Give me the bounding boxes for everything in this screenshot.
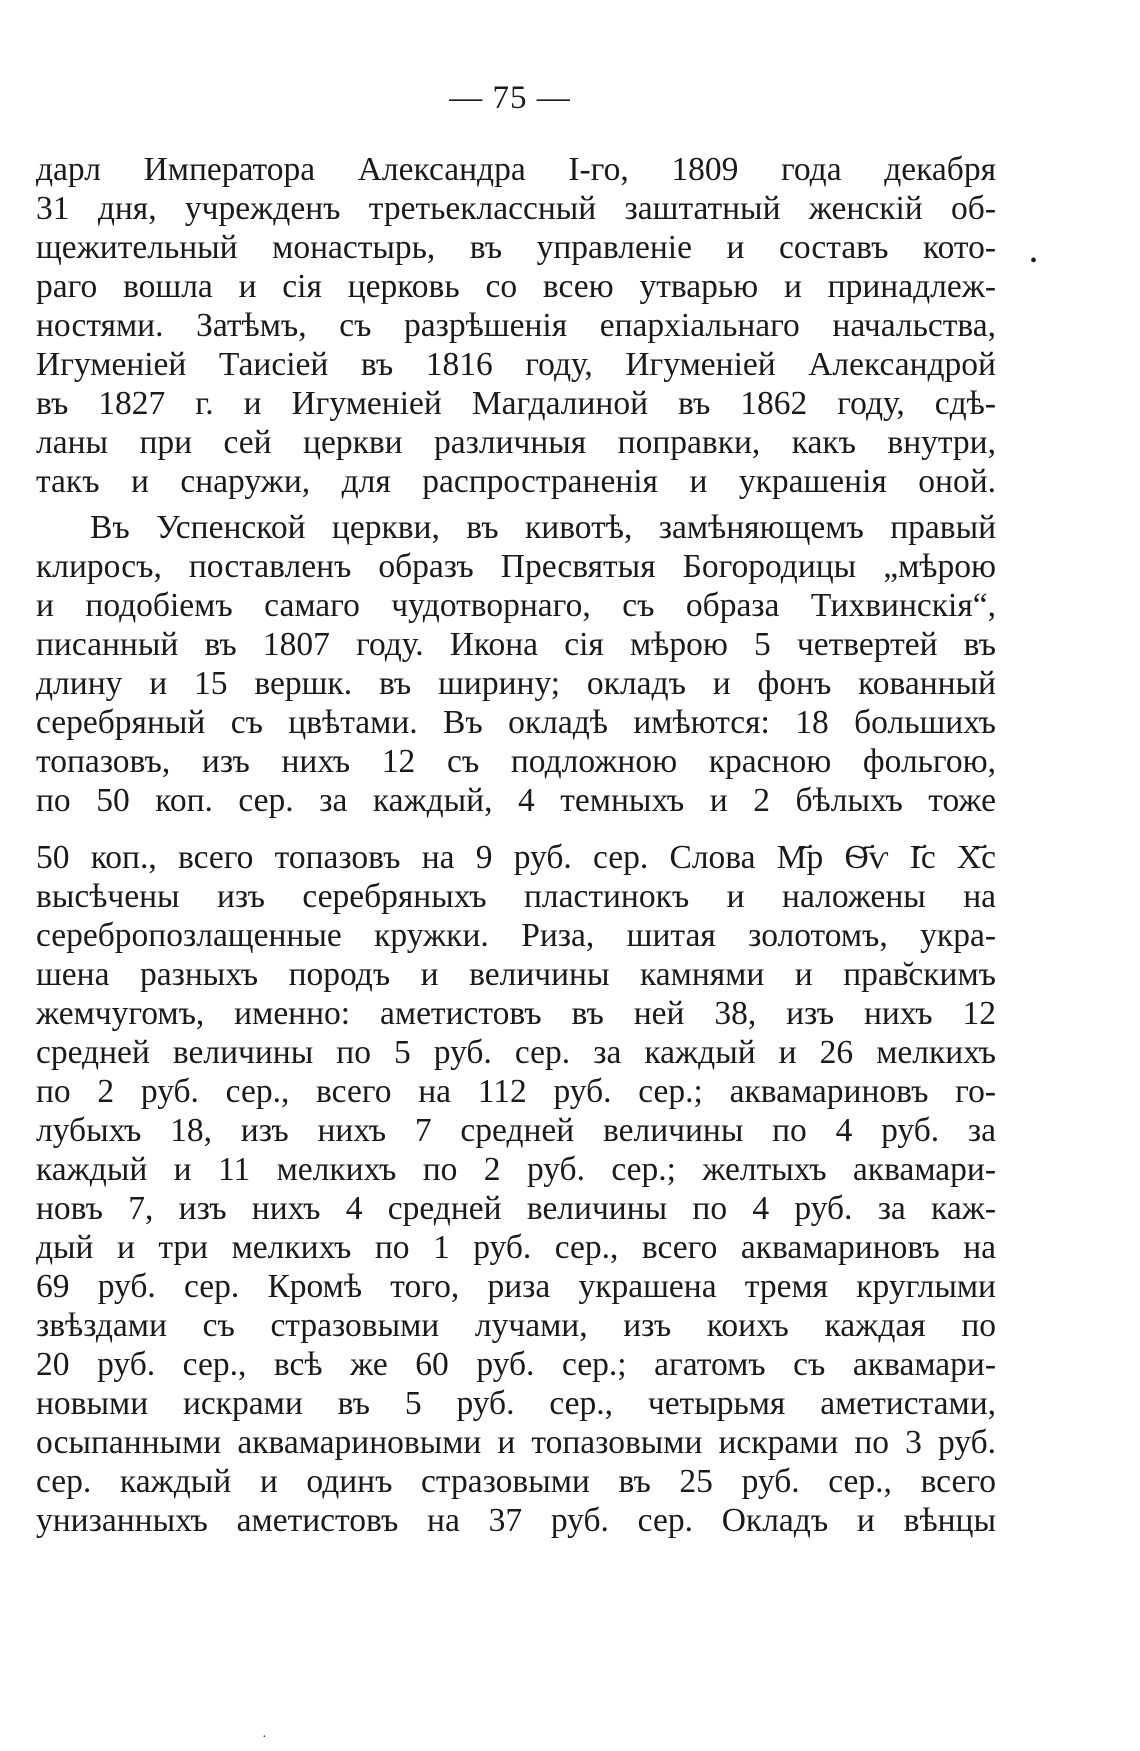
text-line: ностями. Затѣмъ, съ разрѣшенія епархіальнаго начальства,: [36, 307, 996, 344]
text-line: дарл Императора Александра I-го, 1809 года декабря: [36, 151, 996, 188]
text-line: серебряный съ цвѣтами. Въ окладѣ имѣются: 18 большихъ: [36, 704, 996, 741]
text-line: серебропозлащенные кружки. Риза, шитая золотомъ, укра-: [36, 917, 996, 954]
text-line: средней величины по 5 руб. сер. за каждый и 26 мелкихъ: [36, 1034, 996, 1071]
text-line: и подобіемъ самаго чудотворнаго, съ образа Тихвинскія“,: [36, 587, 996, 624]
text-line: лубыхъ 18, изъ нихъ 7 средней величины по 4 руб. за: [36, 1112, 996, 1149]
text-line: каждый и 11 мелкихъ по 2 руб. сер.; желтыхъ аквамари-: [36, 1151, 996, 1188]
text-line: клиросъ, поставленъ образъ Пресвятыя Богородицы „мѣрою: [36, 548, 996, 585]
text-line: 31 дня, учрежденъ третьеклассный заштатный женскій об-: [36, 190, 996, 227]
text-line: шена разныхъ породъ и величины камнями и прав̆скимъ: [36, 956, 996, 993]
text-line: ланы при сей церкви различныя поправки, какъ внутри,: [36, 424, 996, 461]
text-line: звѣздами съ стразовыми лучами, изъ коихъ каждая по: [36, 1307, 996, 1344]
text-line: писанный въ 1807 году. Икона сія мѣрою 5 четвертей въ: [36, 626, 996, 663]
page-number: — 75 —: [449, 80, 571, 116]
text-line: осыпанными аквамариновыми и топазовыми искрами по 3 руб.: [36, 1424, 996, 1461]
text-line: по 50 коп. сер. за каждый, 4 темныхъ и 2 бѣлыхъ тоже: [36, 782, 996, 819]
text-line: дый и три мелкихъ по 1 руб. сер., всего аквамариновъ на: [36, 1229, 996, 1266]
text-line: Въ Успенской церкви, въ кивотѣ, замѣняющемъ правый: [90, 509, 996, 546]
text-line: раго вошла и сія церковь со всею утварью и принадлеж-: [36, 268, 996, 305]
text-line: такъ и снаружи, для распространенія и украшенія оной.: [36, 463, 996, 500]
text-line: щежительный монастырь, въ управленіе и составъ кото-: [36, 229, 996, 266]
margin-dot: •: [1030, 250, 1038, 272]
text-line: новыми искрами въ 5 руб. сер., четырьмя аметистами,: [36, 1385, 996, 1422]
text-line: топазовъ, изъ нихъ 12 съ подложною красною фольгою,: [36, 743, 996, 780]
text-line: въ 1827 г. и Игуменіей Магдалиной въ 1862 году, сдѣ-: [36, 385, 996, 422]
text-line: Игуменіей Таисіей въ 1816 году, Игуменіей Александрой: [36, 346, 996, 383]
bottom-dot: ·: [262, 1730, 267, 1745]
text-line: 50 коп., всего топазовъ на 9 руб. сер. Слова М҃р Ѳ҃ѵ І҃с Х҃с: [36, 839, 996, 876]
text-line: новъ 7, изъ нихъ 4 средней величины по 4 руб. за каж-: [36, 1190, 996, 1227]
text-line: 20 руб. сер., всѣ же 60 руб. сер.; агатомъ съ аквамари-: [36, 1346, 996, 1383]
text-line: длину и 15 вершк. въ ширину; окладъ и фонъ кованный: [36, 665, 996, 702]
text-line: унизанныхъ аметистовъ на 37 руб. сер. Окладъ и вѣнцы: [36, 1502, 996, 1539]
text-line: сер. каждый и одинъ стразовыми въ 25 руб. сер., всего: [36, 1463, 996, 1500]
text-line: высѣчены изъ серебряныхъ пластинокъ и наложены на: [36, 878, 996, 915]
text-line: 69 руб. сер. Кромѣ того, риза украшена тремя круглыми: [36, 1268, 996, 1305]
text-line: жемчугомъ, именно: аметистовъ въ ней 38, изъ нихъ 12: [36, 995, 996, 1032]
text-line: по 2 руб. сер., всего на 112 руб. сер.; аквамариновъ го-: [36, 1073, 996, 1110]
